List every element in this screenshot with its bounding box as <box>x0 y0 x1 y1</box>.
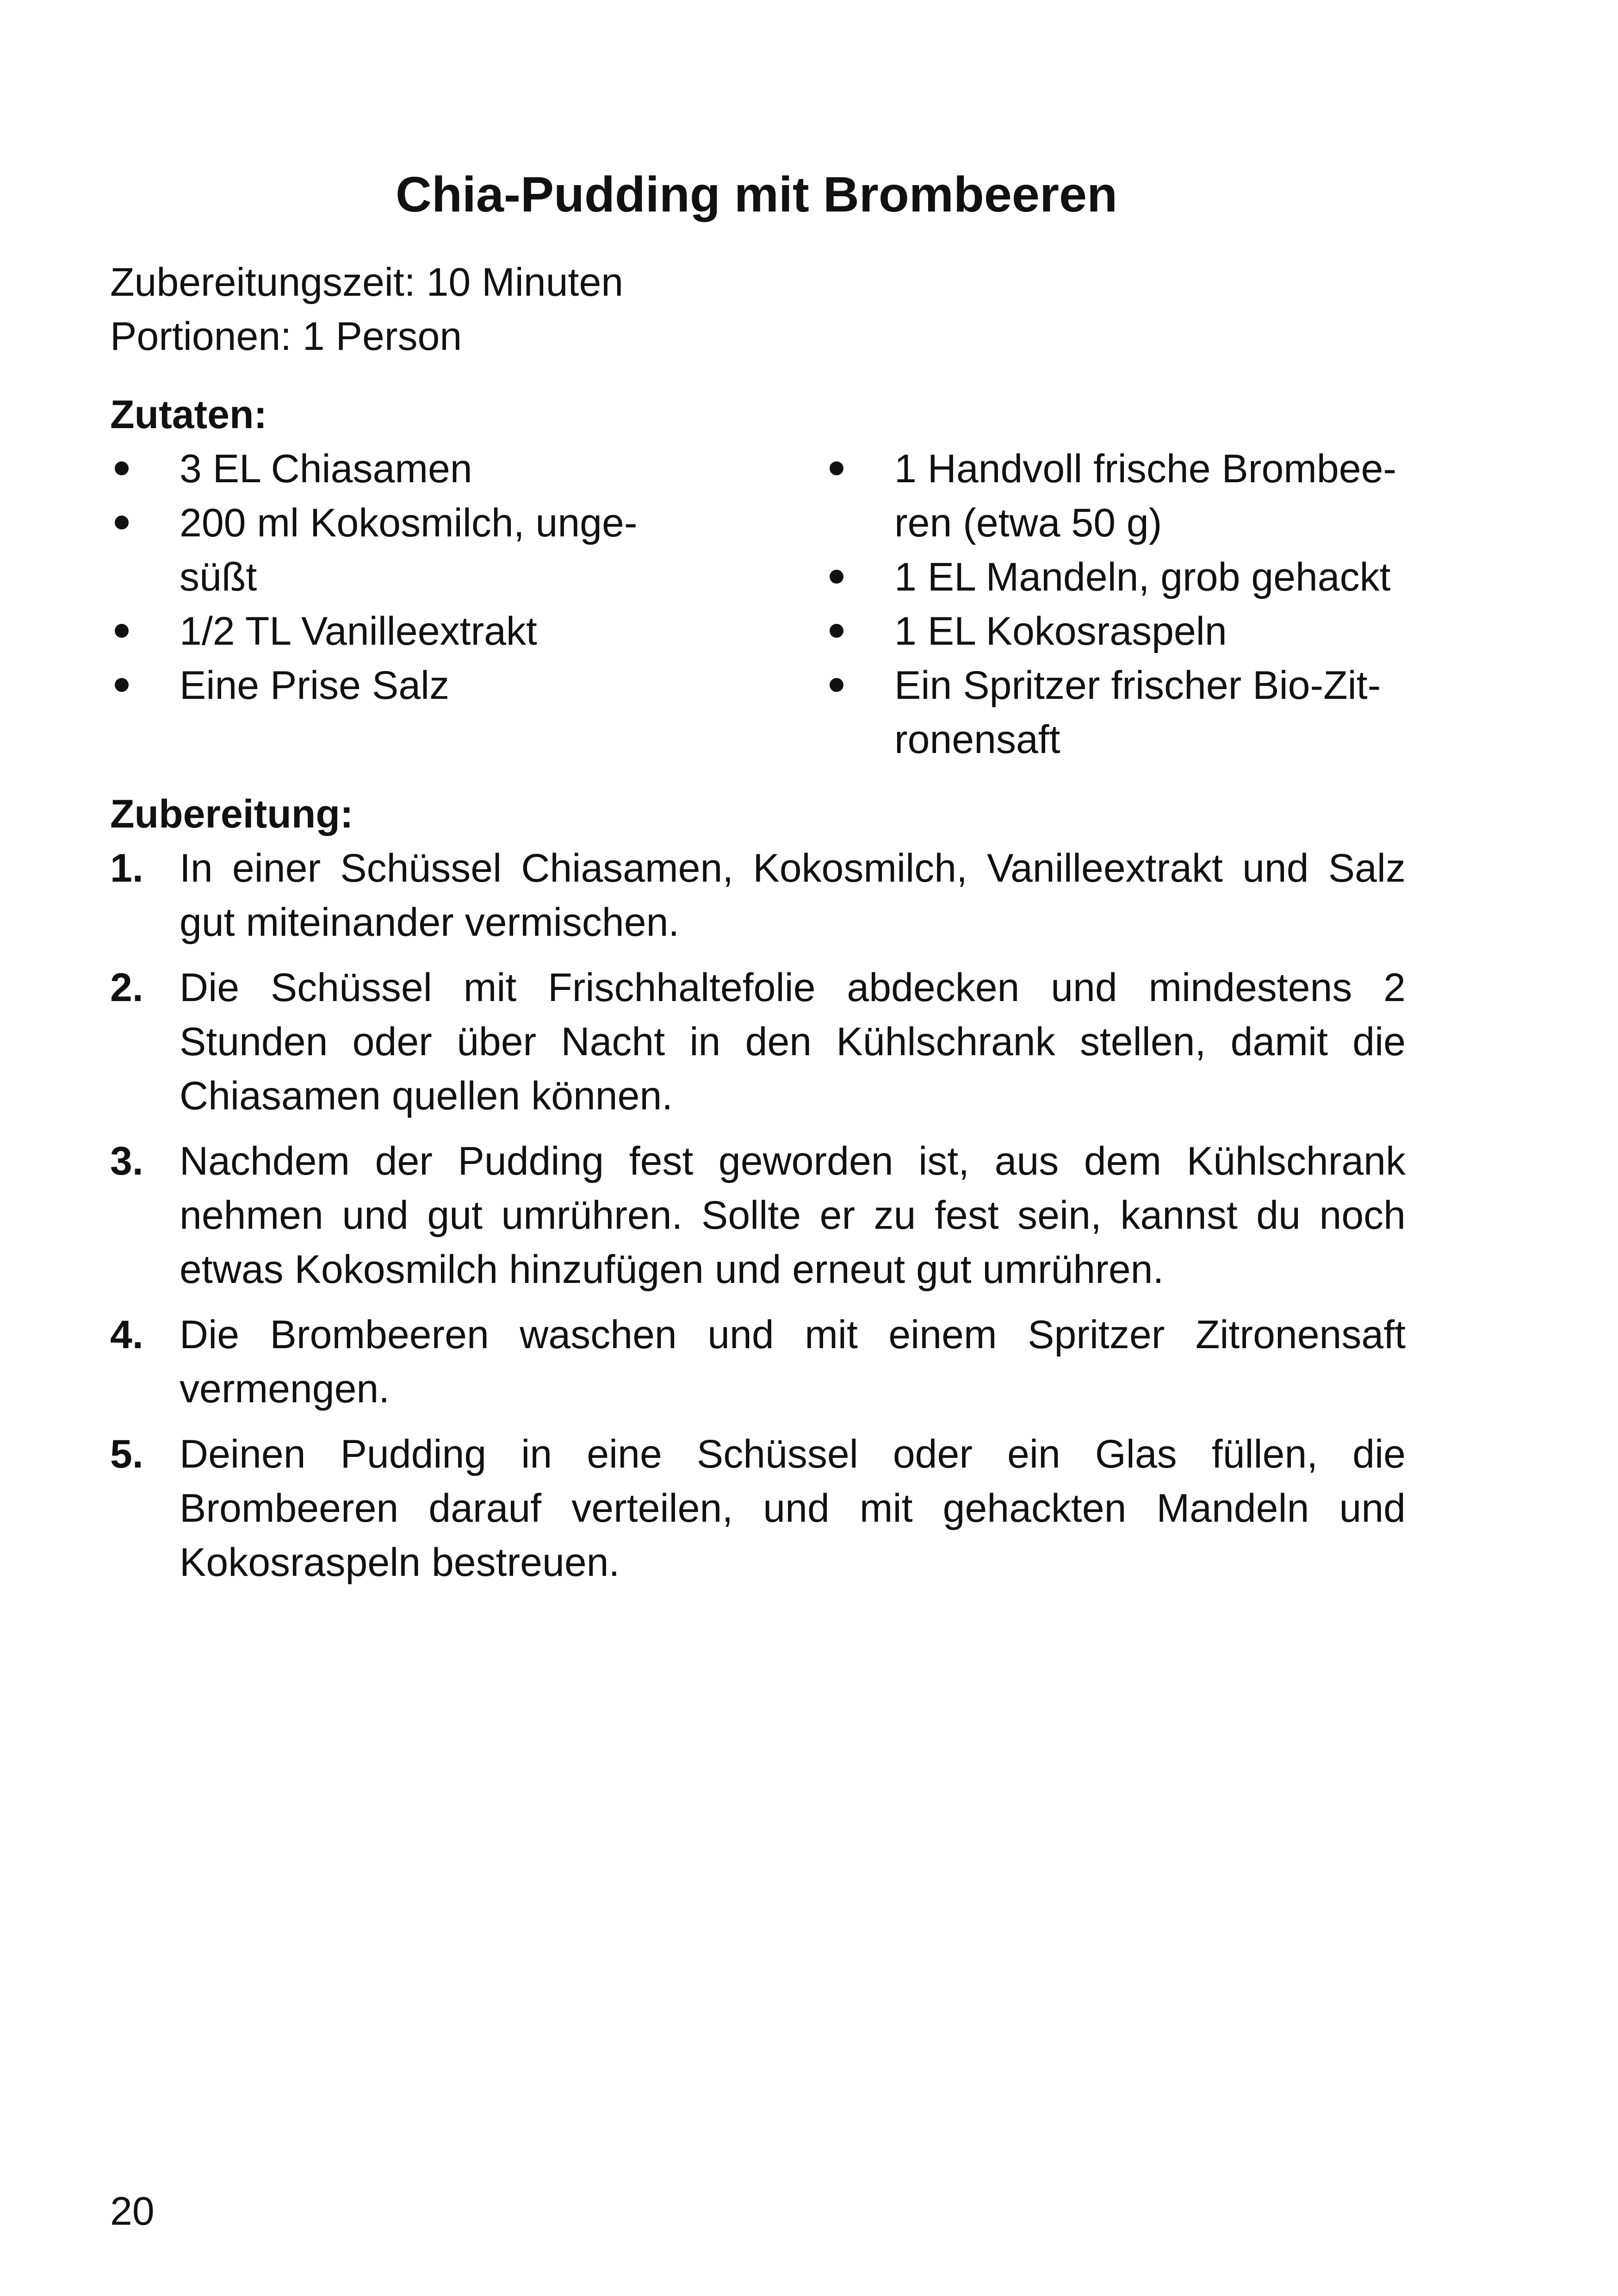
ingredients-list-left <box>110 442 712 713</box>
ingredient-item: 1/2 TL Vanilleextrakt <box>110 604 712 659</box>
bullet-icon <box>830 570 843 584</box>
preparation-steps <box>110 841 1406 1601</box>
bullet-icon <box>115 516 129 529</box>
recipe-meta <box>110 255 623 364</box>
prep-time: Zubereitungszeit: 10 Minuten <box>110 260 624 305</box>
step-number: 3. <box>110 1139 143 1183</box>
ingredient-item: Ein Spritzer frischer Bio-Zit- ronensaft <box>825 659 1426 767</box>
step-text: Nachdem der Pudding fest geworden ist, aus dem Kühlschrank nehmen und gut umrühren. Sollte er zu fest sein, kannst du noch etwas Kokosmilch hinzufügen und erneut gut umrühren. <box>180 1139 1406 1292</box>
step-number: 4. <box>110 1313 143 1357</box>
step-text: Die Brombeeren waschen und mit einem Spritzer Zitronensaft vermengen. <box>180 1313 1406 1411</box>
page-title: Chia-Pudding mit Brombeeren <box>395 166 1118 222</box>
servings: Portionen: 1 Person <box>110 314 462 359</box>
ingredient-item: 3 EL Chiasamen <box>110 442 712 496</box>
ingredient-item: 1 Handvoll frische Brombee- ren (etwa 50 g) <box>825 442 1426 550</box>
preparation-step <box>110 841 1406 950</box>
preparation-heading: Zubereitung: <box>110 792 353 836</box>
ingredients-list-right <box>825 442 1426 767</box>
ingredients-heading: Zutaten: <box>110 392 267 437</box>
bullet-icon <box>830 461 843 475</box>
bullet-icon <box>115 624 129 638</box>
preparation-step <box>110 1134 1406 1297</box>
step-text: In einer Schüssel Chiasamen, Kokosmilch, Vanilleextrakt und Salz gut miteinander vermischen. <box>180 846 1406 945</box>
ingredient-item: Eine Prise Salz <box>110 659 712 713</box>
ingredient-item: 1 EL Mandeln, grob gehackt <box>825 550 1426 604</box>
step-number: 5. <box>110 1432 143 1476</box>
preparation-step <box>110 961 1406 1123</box>
step-text: Die Schüssel mit Frischhaltefolie abdecken und mindestens 2 Stunden oder über Nacht in den Kühlschrank stellen, damit die Chiasamen quellen können. <box>180 965 1406 1118</box>
step-text: Deinen Pudding in eine Schüssel oder ein Glas füllen, die Brombeeren darauf verteilen, und mit gehackten Mandeln und Kokosraspeln bestreuen. <box>180 1432 1406 1585</box>
ingredient-item: 1 EL Kokosraspeln <box>825 604 1426 659</box>
ingredient-item: 200 ml Kokosmilch, unge- süßt <box>110 496 712 604</box>
bullet-icon <box>115 678 129 692</box>
page-number: 20 <box>110 2189 155 2234</box>
bullet-icon <box>830 678 843 692</box>
preparation-step <box>110 1308 1406 1416</box>
step-number: 1. <box>110 846 143 890</box>
preparation-step <box>110 1427 1406 1590</box>
bullet-icon <box>115 461 129 475</box>
bullet-icon <box>830 624 843 638</box>
step-number: 2. <box>110 965 143 1010</box>
